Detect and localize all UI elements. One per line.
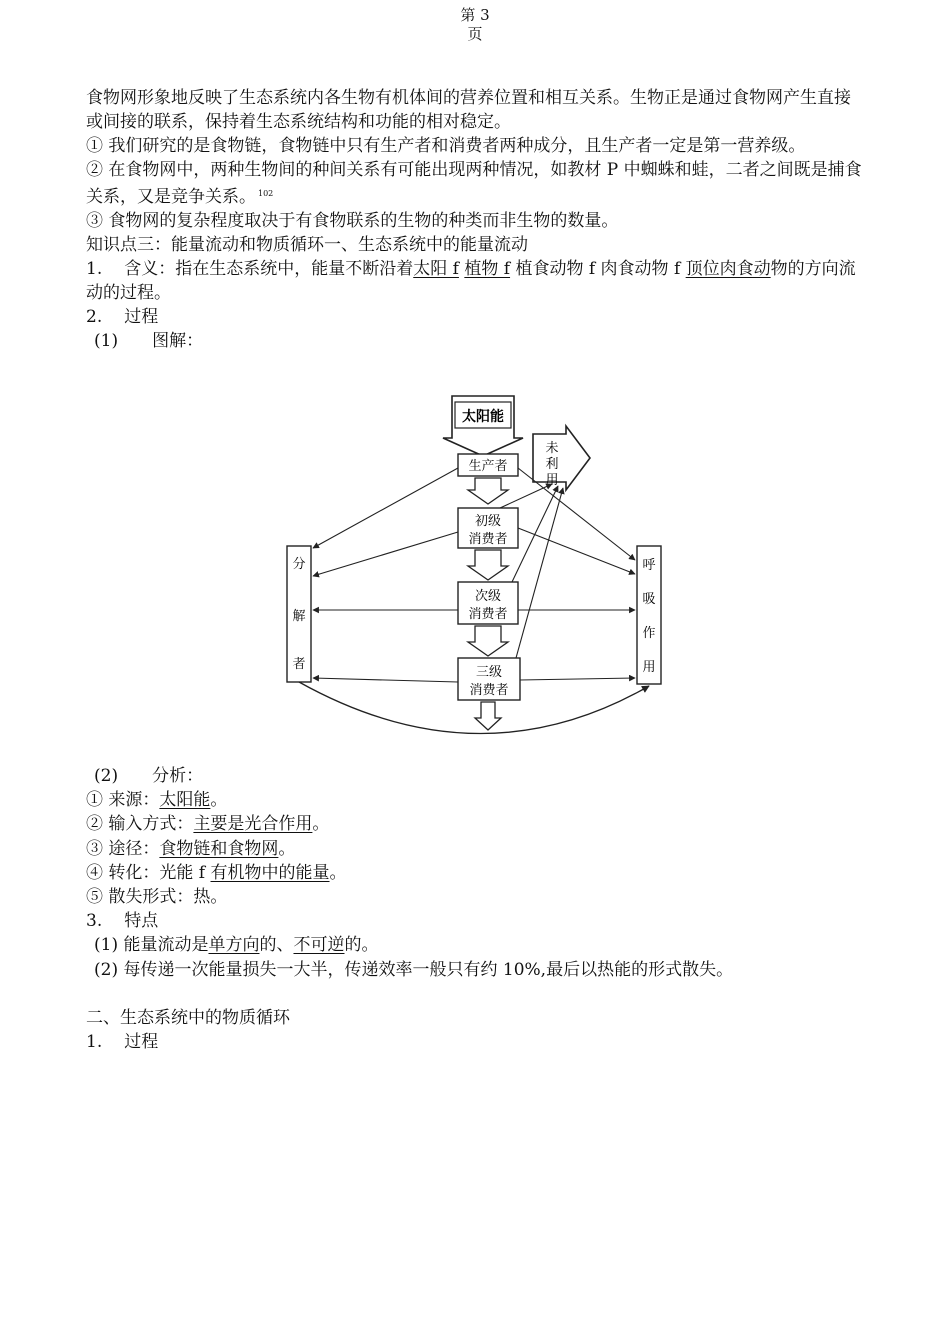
section-heading-material-cycle: 二、生态系统中的物质循环 — [86, 1007, 290, 1028]
respiration-label-4: 用 — [642, 660, 656, 675]
features-heading — [86, 909, 866, 933]
unused-label-3: 用 — [545, 473, 559, 488]
flow-arrow-1 — [468, 478, 508, 504]
point-2-text: ② 在食物网中，两种生物间的种间关系有可能出现两种情况，如教材 P 中蜘蛛和蛙，二者之间既是捕食关系，又是竞争关系。 — [86, 160, 862, 207]
secondary-label-1: 次级 — [474, 589, 502, 604]
analysis-conversion-end: 。 — [329, 862, 347, 883]
producer-label: 生产者 — [468, 459, 508, 474]
feature-1-b: 的、 — [259, 935, 294, 956]
decomposer-arrows — [313, 468, 458, 682]
secondary-label-2: 消费者 — [468, 607, 508, 622]
process-number: 2. — [86, 307, 103, 327]
analysis-conversion-value: 有机物中的能量 — [210, 862, 330, 883]
unused-arrow — [533, 426, 590, 490]
feature-1-a: (1) 能量流动是 — [94, 935, 209, 956]
respiration-arrows — [518, 468, 635, 680]
respiration-box — [637, 546, 661, 684]
flow-arrow-2 — [468, 550, 508, 580]
analysis-source-label: ① 来源： — [86, 790, 160, 811]
definition-number: 1. — [86, 259, 103, 279]
feature-1-irreversible: 不可逆 — [293, 935, 345, 956]
feature-1-c: 的。 — [344, 935, 379, 956]
analysis-title: 分析： — [152, 766, 204, 786]
main-text — [86, 86, 866, 353]
analysis-number: (2) — [94, 766, 119, 786]
analysis-heading — [86, 764, 866, 788]
point-2 — [86, 158, 866, 209]
decomposer-label-3: 者 — [292, 657, 306, 672]
material-cycle-title: 过程 — [124, 1032, 159, 1053]
footnote-marker: 102 — [258, 189, 274, 198]
point-1: ① 我们研究的是食物链，食物链中只有生产者和消费者两种成分，且生产者一定是第一营养级。 — [86, 136, 806, 156]
diagram-caption — [86, 329, 866, 353]
analysis-conversion-label: ④ 转化：光能 f — [86, 862, 211, 883]
definition-line — [86, 257, 866, 305]
feature-1-unidirectional: 单方向 — [208, 935, 260, 956]
section-heading-3: 知识点三：能量流动和物质循环一、生态系统中的能量流动 — [86, 235, 528, 255]
definition-text-a: 含义：指在生态系统中，能量不断沿着 — [124, 259, 414, 279]
analysis-pathway-label: ③ 途径： — [86, 838, 160, 859]
material-cycle-item — [86, 1030, 866, 1054]
analysis-input — [86, 812, 866, 836]
page-number-line2: 页 — [467, 25, 483, 43]
analysis-conversion — [86, 861, 866, 885]
respiration-label-1: 呼 — [642, 558, 656, 573]
analysis-input-label: ② 输入方式： — [86, 814, 194, 835]
analysis-pathway — [86, 837, 866, 861]
sun-energy-arrow — [443, 396, 523, 456]
tertiary-label-1: 三级 — [475, 665, 503, 680]
analysis-pathway-end: 。 — [278, 838, 296, 859]
feature-1 — [86, 933, 866, 957]
analysis-input-value: 主要是光合作用 — [193, 814, 313, 835]
producer-box — [458, 454, 518, 476]
energy-flow-diagram — [0, 388, 950, 760]
analysis-source-value: 太阳能 — [159, 790, 211, 811]
definition-text-b: 植食动物 f 肉食动物 f — [515, 259, 681, 279]
secondary-consumer-box — [458, 582, 518, 624]
flow-arrow-4 — [475, 702, 501, 730]
definition-plant: 植物 f — [464, 259, 511, 279]
paragraph-foodweb: 食物网形象地反映了生态系统内各生物有机体间的营养位置和相互关系。生物正是通过食物网产生直接或间接的联系，保持着生态系统结构和功能的相对稳定。 — [86, 88, 851, 132]
decomposer-label-2: 解 — [292, 609, 306, 624]
tertiary-label-2: 消费者 — [469, 683, 509, 698]
features-title: 特点 — [124, 911, 159, 932]
diagram-caption-number: (1) — [94, 331, 119, 351]
sun-energy-label: 太阳能 — [462, 409, 504, 425]
definition-text-c: 物的方向流动的过程。 — [86, 259, 856, 303]
energy-flow-svg — [0, 388, 950, 760]
analysis-source-end: 。 — [210, 790, 228, 811]
decomposer-label-1: 分 — [292, 557, 306, 572]
features-number: 3. — [86, 911, 103, 932]
analysis-section — [86, 764, 866, 1054]
primary-label-1: 初级 — [474, 514, 502, 529]
material-cycle-number: 1. — [86, 1032, 103, 1053]
analysis-source — [86, 788, 866, 812]
unused-label-1: 未 — [545, 441, 559, 456]
process-heading — [86, 305, 866, 329]
feature-2: (2) 每传递一次能量损失一大半，传递效率一般只有约 10%,最后以热能的形式散失。 — [94, 959, 734, 980]
process-title: 过程 — [124, 307, 159, 327]
respiration-label-3: 作 — [642, 626, 656, 641]
decomposer-box — [287, 546, 311, 682]
diagram-caption-text: 图解： — [152, 331, 204, 351]
page-number — [0, 6, 950, 44]
analysis-dissipation: ⑤ 散失形式：热。 — [86, 887, 228, 908]
page-number-line1: 第 3 — [460, 6, 490, 24]
respiration-label-2: 吸 — [642, 592, 656, 607]
definition-sun: 太阳 f — [413, 259, 459, 279]
definition-top-carnivore: 顶位肉食动 — [685, 259, 771, 279]
primary-label-2: 消费者 — [468, 532, 508, 547]
unused-label-2: 利 — [545, 457, 559, 472]
point-3: ③ 食物网的复杂程度取决于有食物联系的生物的种类而非生物的数量。 — [86, 211, 619, 231]
analysis-input-end: 。 — [312, 814, 330, 835]
analysis-pathway-value: 食物链和食物网 — [159, 838, 279, 859]
flow-arrow-3 — [468, 626, 508, 656]
primary-consumer-box — [458, 508, 518, 548]
tertiary-consumer-box — [458, 658, 520, 700]
